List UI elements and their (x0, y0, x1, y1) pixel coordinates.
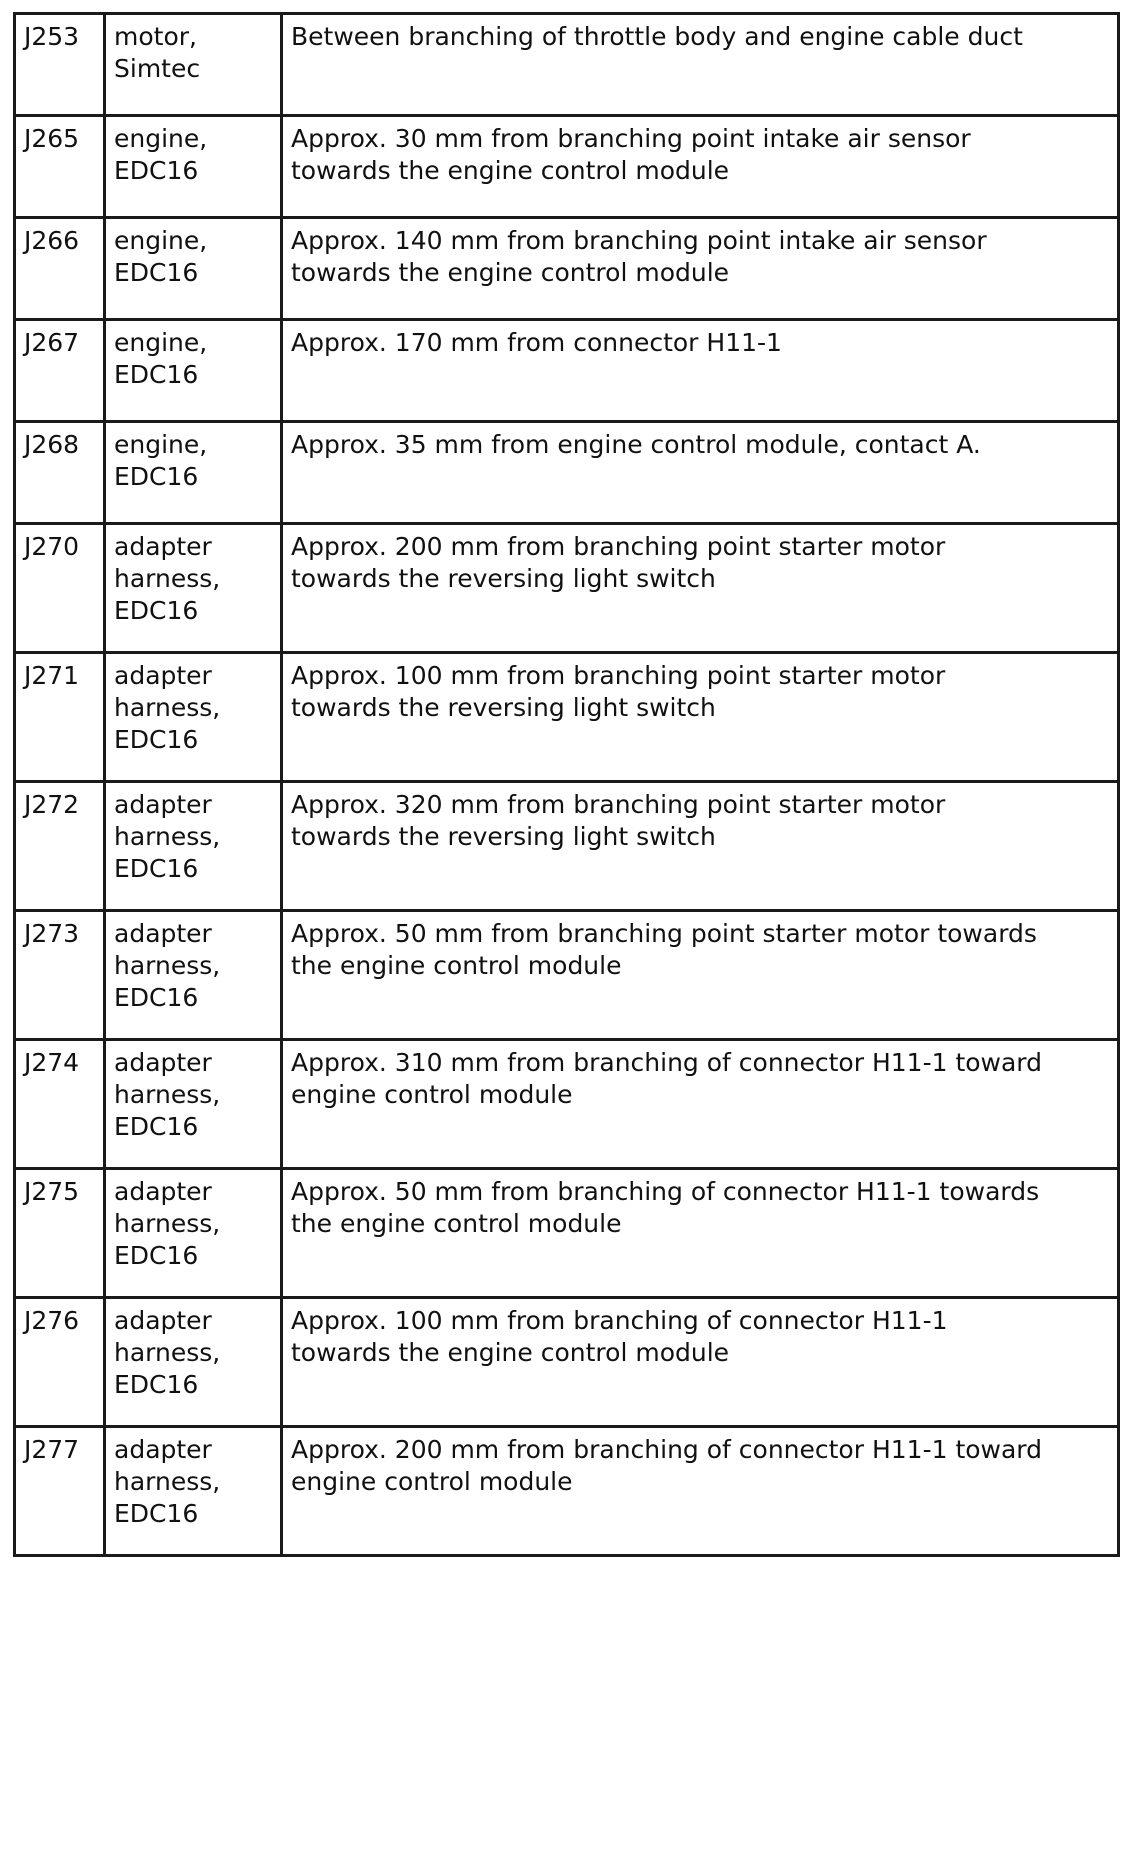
harness-cell: motor, Simtec (105, 14, 282, 116)
row-id-cell: J273 (15, 911, 105, 1040)
row-id-cell: J276 (15, 1298, 105, 1427)
harness-cell: adapter harness, EDC16 (105, 524, 282, 653)
location-cell: Approx. 170 mm from connector H11-1 (282, 320, 1119, 422)
table-row (15, 14, 1119, 116)
location-cell: Approx. 200 mm from branching of connector H11-1 toward engine control module (282, 1427, 1119, 1556)
row-id-cell: J267 (15, 320, 105, 422)
table-row (15, 116, 1119, 218)
harness-cell: adapter harness, EDC16 (105, 1427, 282, 1556)
location-cell: Approx. 35 mm from engine control module, contact A. (282, 422, 1119, 524)
row-id-cell: J272 (15, 782, 105, 911)
location-cell: Approx. 200 mm from branching point starter motor towards the reversing light switch (282, 524, 1119, 653)
row-id-cell: J275 (15, 1169, 105, 1298)
table-row (15, 911, 1119, 1040)
harness-cell: engine, EDC16 (105, 320, 282, 422)
harness-cell: adapter harness, EDC16 (105, 911, 282, 1040)
table-row (15, 782, 1119, 911)
harness-cell: engine, EDC16 (105, 218, 282, 320)
table-row (15, 653, 1119, 782)
harness-cell: adapter harness, EDC16 (105, 653, 282, 782)
row-id-cell: J274 (15, 1040, 105, 1169)
location-cell: Approx. 100 mm from branching point starter motor towards the reversing light switch (282, 653, 1119, 782)
location-cell: Approx. 320 mm from branching point starter motor towards the reversing light switch (282, 782, 1119, 911)
table-row (15, 218, 1119, 320)
row-id-cell: J277 (15, 1427, 105, 1556)
splice-location-table (13, 12, 1120, 1557)
row-id-cell: J253 (15, 14, 105, 116)
location-cell: Approx. 100 mm from branching of connector H11-1 towards the engine control module (282, 1298, 1119, 1427)
row-id-cell: J271 (15, 653, 105, 782)
location-cell: Approx. 50 mm from branching point starter motor towards the engine control module (282, 911, 1119, 1040)
table-row (15, 320, 1119, 422)
row-id-cell: J268 (15, 422, 105, 524)
table-row (15, 1040, 1119, 1169)
row-id-cell: J270 (15, 524, 105, 653)
harness-cell: adapter harness, EDC16 (105, 1169, 282, 1298)
harness-cell: adapter harness, EDC16 (105, 782, 282, 911)
row-id-cell: J265 (15, 116, 105, 218)
harness-cell: adapter harness, EDC16 (105, 1298, 282, 1427)
table-row (15, 1169, 1119, 1298)
harness-cell: engine, EDC16 (105, 422, 282, 524)
table-row (15, 422, 1119, 524)
location-cell: Between branching of throttle body and engine cable duct (282, 14, 1119, 116)
harness-cell: adapter harness, EDC16 (105, 1040, 282, 1169)
table-body (15, 14, 1119, 1556)
location-cell: Approx. 50 mm from branching of connector H11-1 towards the engine control module (282, 1169, 1119, 1298)
table-row (15, 524, 1119, 653)
location-cell: Approx. 310 mm from branching of connector H11-1 toward engine control module (282, 1040, 1119, 1169)
harness-cell: engine, EDC16 (105, 116, 282, 218)
location-cell: Approx. 140 mm from branching point intake air sensor towards the engine control module (282, 218, 1119, 320)
table-row (15, 1298, 1119, 1427)
location-cell: Approx. 30 mm from branching point intake air sensor towards the engine control module (282, 116, 1119, 218)
row-id-cell: J266 (15, 218, 105, 320)
table-row (15, 1427, 1119, 1556)
